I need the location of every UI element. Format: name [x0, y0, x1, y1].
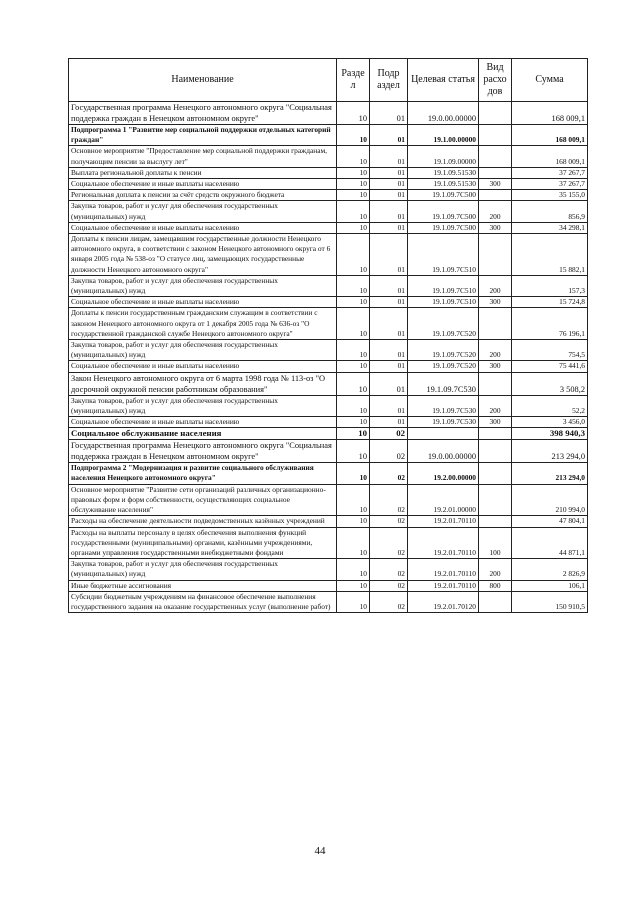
row-subsection-cell: 02	[370, 463, 408, 484]
row-subsection-cell: 01	[370, 372, 408, 395]
row-name-cell: Закон Ненецкого автономного округа от 6 марта 1998 года № 113-оз "О досрочной окружной пенсии работникам образования"	[69, 372, 337, 395]
row-amount-cell: 15 882,1	[512, 234, 588, 276]
row-amount-cell: 35 155,0	[512, 190, 588, 201]
row-name-cell: Подпрограмма 2 "Модернизация и развитие социального обслуживания населения Ненецкого автономного округа"	[69, 463, 337, 484]
row-subsection-cell: 01	[370, 179, 408, 190]
row-target-article-cell: 19.1.09.51530	[408, 179, 479, 190]
row-section-cell: 10	[337, 179, 370, 190]
budget-table	[68, 58, 588, 613]
row-expense-type-cell: 200	[479, 275, 512, 296]
row-section-cell: 10	[337, 190, 370, 201]
row-expense-type-cell	[479, 102, 512, 125]
row-subsection-cell: 01	[370, 395, 408, 416]
table-row	[69, 222, 588, 233]
row-name-cell: Подпрограмма 1 "Развитие мер социальной поддержки отдельных категорий граждан"	[69, 125, 337, 146]
row-subsection-cell: 02	[370, 428, 408, 440]
table-row	[69, 234, 588, 276]
row-expense-type-cell: 300	[479, 179, 512, 190]
row-subsection-cell: 01	[370, 102, 408, 125]
row-amount-cell: 106,1	[512, 580, 588, 591]
row-name-cell: Доплаты к пенсии государственным гражданским служащим в соответствии с законом Ненецкого автономного округа от 1 декабря 2005 года № 636-оз "О государственной гражданской службе Ненецкого автономного округа"	[69, 308, 337, 340]
row-section-cell: 10	[337, 463, 370, 484]
row-expense-type-cell	[479, 146, 512, 167]
table-row	[69, 527, 588, 559]
row-amount-cell: 34 298,1	[512, 222, 588, 233]
row-section-cell: 10	[337, 484, 370, 516]
table-row	[69, 361, 588, 372]
row-subsection-cell: 01	[370, 201, 408, 222]
header-amount: Сумма	[512, 59, 588, 102]
row-section-cell: 10	[337, 559, 370, 580]
row-target-article-cell: 19.1.09.7С500	[408, 190, 479, 201]
row-subsection-cell: 01	[370, 275, 408, 296]
row-name-cell: Закупка товаров, работ и услуг для обеспечения государственных (муниципальных) нужд	[69, 201, 337, 222]
row-amount-cell: 856,9	[512, 201, 588, 222]
page-number: 44	[314, 845, 326, 857]
row-expense-type-cell	[479, 167, 512, 178]
row-name-cell: Закупка товаров, работ и услуг для обеспечения государственных (муниципальных) нужд	[69, 395, 337, 416]
row-expense-type-cell: 300	[479, 222, 512, 233]
row-target-article-cell: 19.2.01.00000	[408, 484, 479, 516]
row-expense-type-cell	[479, 308, 512, 340]
row-amount-cell: 3 508,2	[512, 372, 588, 395]
row-name-cell: Государственная программа Ненецкого автономного округа "Социальная поддержка граждан в Ненецком автономном округе"	[69, 102, 337, 125]
row-amount-cell: 76 196,1	[512, 308, 588, 340]
row-amount-cell: 37 267,7	[512, 167, 588, 178]
row-subsection-cell: 01	[370, 297, 408, 308]
row-target-article-cell: 19.1.09.51530	[408, 167, 479, 178]
row-section-cell: 10	[337, 417, 370, 428]
row-subsection-cell: 01	[370, 234, 408, 276]
row-section-cell: 10	[337, 146, 370, 167]
row-expense-type-cell: 200	[479, 559, 512, 580]
row-subsection-cell: 02	[370, 527, 408, 559]
row-name-cell: Иные бюджетные ассигнования	[69, 580, 337, 591]
row-section-cell: 10	[337, 340, 370, 361]
header-expense-type: Вид расхо дов	[479, 59, 512, 102]
row-name-cell: Закупка товаров, работ и услуг для обеспечения государственных (муниципальных) нужд	[69, 275, 337, 296]
row-section-cell: 10	[337, 395, 370, 416]
row-expense-type-cell	[479, 190, 512, 201]
row-section-cell: 10	[337, 516, 370, 527]
row-amount-cell: 754,5	[512, 340, 588, 361]
table-row	[69, 484, 588, 516]
table-row	[69, 167, 588, 178]
table-row	[69, 440, 588, 463]
row-target-article-cell: 19.2.00.00000	[408, 463, 479, 484]
row-name-cell: Расходы на выплаты персоналу в целях обеспечения выполнения функций государственными (муниципальными) органами, казёнными учреждениями, органами управления государственными внебюджетными фондами	[69, 527, 337, 559]
row-amount-cell: 3 456,0	[512, 417, 588, 428]
row-target-article-cell: 19.1.09.7С510	[408, 297, 479, 308]
row-target-article-cell: 19.1.09.7С520	[408, 340, 479, 361]
row-name-cell: Социальное обслуживание населения	[69, 428, 337, 440]
row-amount-cell: 52,2	[512, 395, 588, 416]
row-amount-cell: 213 294,0	[512, 463, 588, 484]
row-amount-cell: 398 940,3	[512, 428, 588, 440]
row-target-article-cell: 19.1.09.7С520	[408, 308, 479, 340]
header-subsection: Подр аздел	[370, 59, 408, 102]
row-section-cell: 10	[337, 308, 370, 340]
row-subsection-cell: 01	[370, 190, 408, 201]
row-amount-cell: 168 009,1	[512, 102, 588, 125]
table-row	[69, 395, 588, 416]
table-row	[69, 275, 588, 296]
table-body	[69, 102, 588, 613]
row-subsection-cell: 01	[370, 222, 408, 233]
row-name-cell: Социальное обеспечение и иные выплаты населению	[69, 179, 337, 190]
row-expense-type-cell	[479, 125, 512, 146]
row-expense-type-cell: 800	[479, 580, 512, 591]
row-target-article-cell	[408, 428, 479, 440]
row-name-cell: Государственная программа Ненецкого автономного округа "Социальная поддержка граждан в Ненецком автономном округе"	[69, 440, 337, 463]
row-section-cell: 10	[337, 372, 370, 395]
row-expense-type-cell	[479, 463, 512, 484]
row-expense-type-cell	[479, 234, 512, 276]
row-amount-cell: 75 441,6	[512, 361, 588, 372]
row-amount-cell: 44 871,1	[512, 527, 588, 559]
row-name-cell: Основное мероприятие "Предоставление мер социальной поддержки гражданам, получающим пенсии за выслугу лет"	[69, 146, 337, 167]
row-subsection-cell: 01	[370, 146, 408, 167]
row-target-article-cell: 19.1.09.7С520	[408, 361, 479, 372]
row-subsection-cell: 02	[370, 591, 408, 612]
row-section-cell: 10	[337, 222, 370, 233]
row-expense-type-cell: 200	[479, 395, 512, 416]
row-amount-cell: 213 294,0	[512, 440, 588, 463]
header-target-article: Целевая статья	[408, 59, 479, 102]
table-row	[69, 146, 588, 167]
row-name-cell: Расходы на обеспечение деятельности подведомственных казённых учреждений	[69, 516, 337, 527]
row-subsection-cell: 01	[370, 417, 408, 428]
row-section-cell: 10	[337, 102, 370, 125]
table-row	[69, 559, 588, 580]
table-row	[69, 463, 588, 484]
row-section-cell: 10	[337, 201, 370, 222]
row-target-article-cell: 19.1.09.7С530	[408, 372, 479, 395]
row-name-cell: Доплаты к пенсии лицам, замещавшим государственные должности Ненецкого автономного округа, в соответствии с законом Ненецкого автономного округа от 6 января 2005 года № 538-оз "О статусе лиц, замещающих государственные должности Ненецкого автономного округа"	[69, 234, 337, 276]
table-row	[69, 179, 588, 190]
table-row	[69, 190, 588, 201]
row-section-cell: 10	[337, 234, 370, 276]
row-target-article-cell: 19.2.01.70110	[408, 559, 479, 580]
row-section-cell: 10	[337, 580, 370, 591]
row-amount-cell: 168 009,1	[512, 146, 588, 167]
row-name-cell: Региональная доплата к пенсии за счёт средств окружного бюджета	[69, 190, 337, 201]
table-row	[69, 516, 588, 527]
header-section: Разде л	[337, 59, 370, 102]
row-amount-cell: 2 826,9	[512, 559, 588, 580]
row-expense-type-cell	[479, 372, 512, 395]
row-target-article-cell: 19.1.09.7С500	[408, 222, 479, 233]
row-section-cell: 10	[337, 440, 370, 463]
table-row	[69, 428, 588, 440]
row-amount-cell: 37 267,7	[512, 179, 588, 190]
row-subsection-cell: 01	[370, 308, 408, 340]
row-subsection-cell: 02	[370, 440, 408, 463]
row-target-article-cell: 19.0.00.00000	[408, 102, 479, 125]
row-subsection-cell: 01	[370, 340, 408, 361]
row-name-cell: Субсидии бюджетным учреждениям на финансовое обеспечение выполнения государственного задания на оказание государственных услуг (выполнение работ)	[69, 591, 337, 612]
row-amount-cell: 168 009,1	[512, 125, 588, 146]
table-row	[69, 340, 588, 361]
row-amount-cell: 157,3	[512, 275, 588, 296]
table-row	[69, 297, 588, 308]
row-expense-type-cell: 200	[479, 201, 512, 222]
row-expense-type-cell	[479, 516, 512, 527]
row-amount-cell: 210 994,0	[512, 484, 588, 516]
table-row	[69, 125, 588, 146]
row-expense-type-cell	[479, 428, 512, 440]
row-target-article-cell: 19.2.01.70120	[408, 591, 479, 612]
row-section-cell: 10	[337, 591, 370, 612]
row-expense-type-cell: 300	[479, 361, 512, 372]
row-subsection-cell: 01	[370, 125, 408, 146]
row-target-article-cell: 19.0.00.00000	[408, 440, 479, 463]
row-section-cell: 10	[337, 125, 370, 146]
row-name-cell: Закупка товаров, работ и услуг для обеспечения государственных (муниципальных) нужд	[69, 559, 337, 580]
row-section-cell: 10	[337, 297, 370, 308]
row-target-article-cell: 19.2.01.70110	[408, 580, 479, 591]
table-row	[69, 591, 588, 612]
row-expense-type-cell: 100	[479, 527, 512, 559]
row-name-cell: Социальное обеспечение и иные выплаты населению	[69, 361, 337, 372]
row-target-article-cell: 19.1.00.00000	[408, 125, 479, 146]
row-name-cell: Выплата региональной доплаты к пенсии	[69, 167, 337, 178]
row-expense-type-cell: 300	[479, 417, 512, 428]
row-section-cell: 10	[337, 167, 370, 178]
row-expense-type-cell	[479, 484, 512, 516]
table-header-row	[69, 59, 588, 102]
row-target-article-cell: 19.1.09.7С510	[408, 234, 479, 276]
table-row	[69, 417, 588, 428]
row-target-article-cell: 19.1.09.7С500	[408, 201, 479, 222]
row-target-article-cell: 19.1.09.7С530	[408, 395, 479, 416]
row-section-cell: 10	[337, 275, 370, 296]
row-name-cell: Закупка товаров, работ и услуг для обеспечения государственных (муниципальных) нужд	[69, 340, 337, 361]
row-name-cell: Социальное обеспечение и иные выплаты населению	[69, 297, 337, 308]
row-section-cell: 10	[337, 428, 370, 440]
table-row	[69, 372, 588, 395]
row-amount-cell: 47 804,1	[512, 516, 588, 527]
row-target-article-cell: 19.2.01.70110	[408, 527, 479, 559]
table-row	[69, 308, 588, 340]
row-expense-type-cell	[479, 591, 512, 612]
row-subsection-cell: 02	[370, 580, 408, 591]
row-target-article-cell: 19.1.09.7С530	[408, 417, 479, 428]
row-name-cell: Основное мероприятие "Развитие сети организаций различных организационно-правовых форм и форм собственности, осуществляющих социальное обслуживание населения"	[69, 484, 337, 516]
row-amount-cell: 15 724,8	[512, 297, 588, 308]
row-subsection-cell: 01	[370, 167, 408, 178]
row-section-cell: 10	[337, 361, 370, 372]
row-name-cell: Социальное обеспечение и иные выплаты населению	[69, 222, 337, 233]
row-target-article-cell: 19.1.09.7С510	[408, 275, 479, 296]
row-subsection-cell: 02	[370, 484, 408, 516]
row-target-article-cell: 19.1.09.00000	[408, 146, 479, 167]
table-row	[69, 102, 588, 125]
row-amount-cell: 150 910,5	[512, 591, 588, 612]
row-expense-type-cell: 200	[479, 340, 512, 361]
row-section-cell: 10	[337, 527, 370, 559]
row-subsection-cell: 02	[370, 516, 408, 527]
header-name: Наименование	[69, 59, 337, 102]
table-row	[69, 580, 588, 591]
row-target-article-cell: 19.2.01.70110	[408, 516, 479, 527]
row-subsection-cell: 02	[370, 559, 408, 580]
row-expense-type-cell	[479, 440, 512, 463]
table-row	[69, 201, 588, 222]
row-expense-type-cell: 300	[479, 297, 512, 308]
row-subsection-cell: 01	[370, 361, 408, 372]
row-name-cell: Социальное обеспечение и иные выплаты населению	[69, 417, 337, 428]
